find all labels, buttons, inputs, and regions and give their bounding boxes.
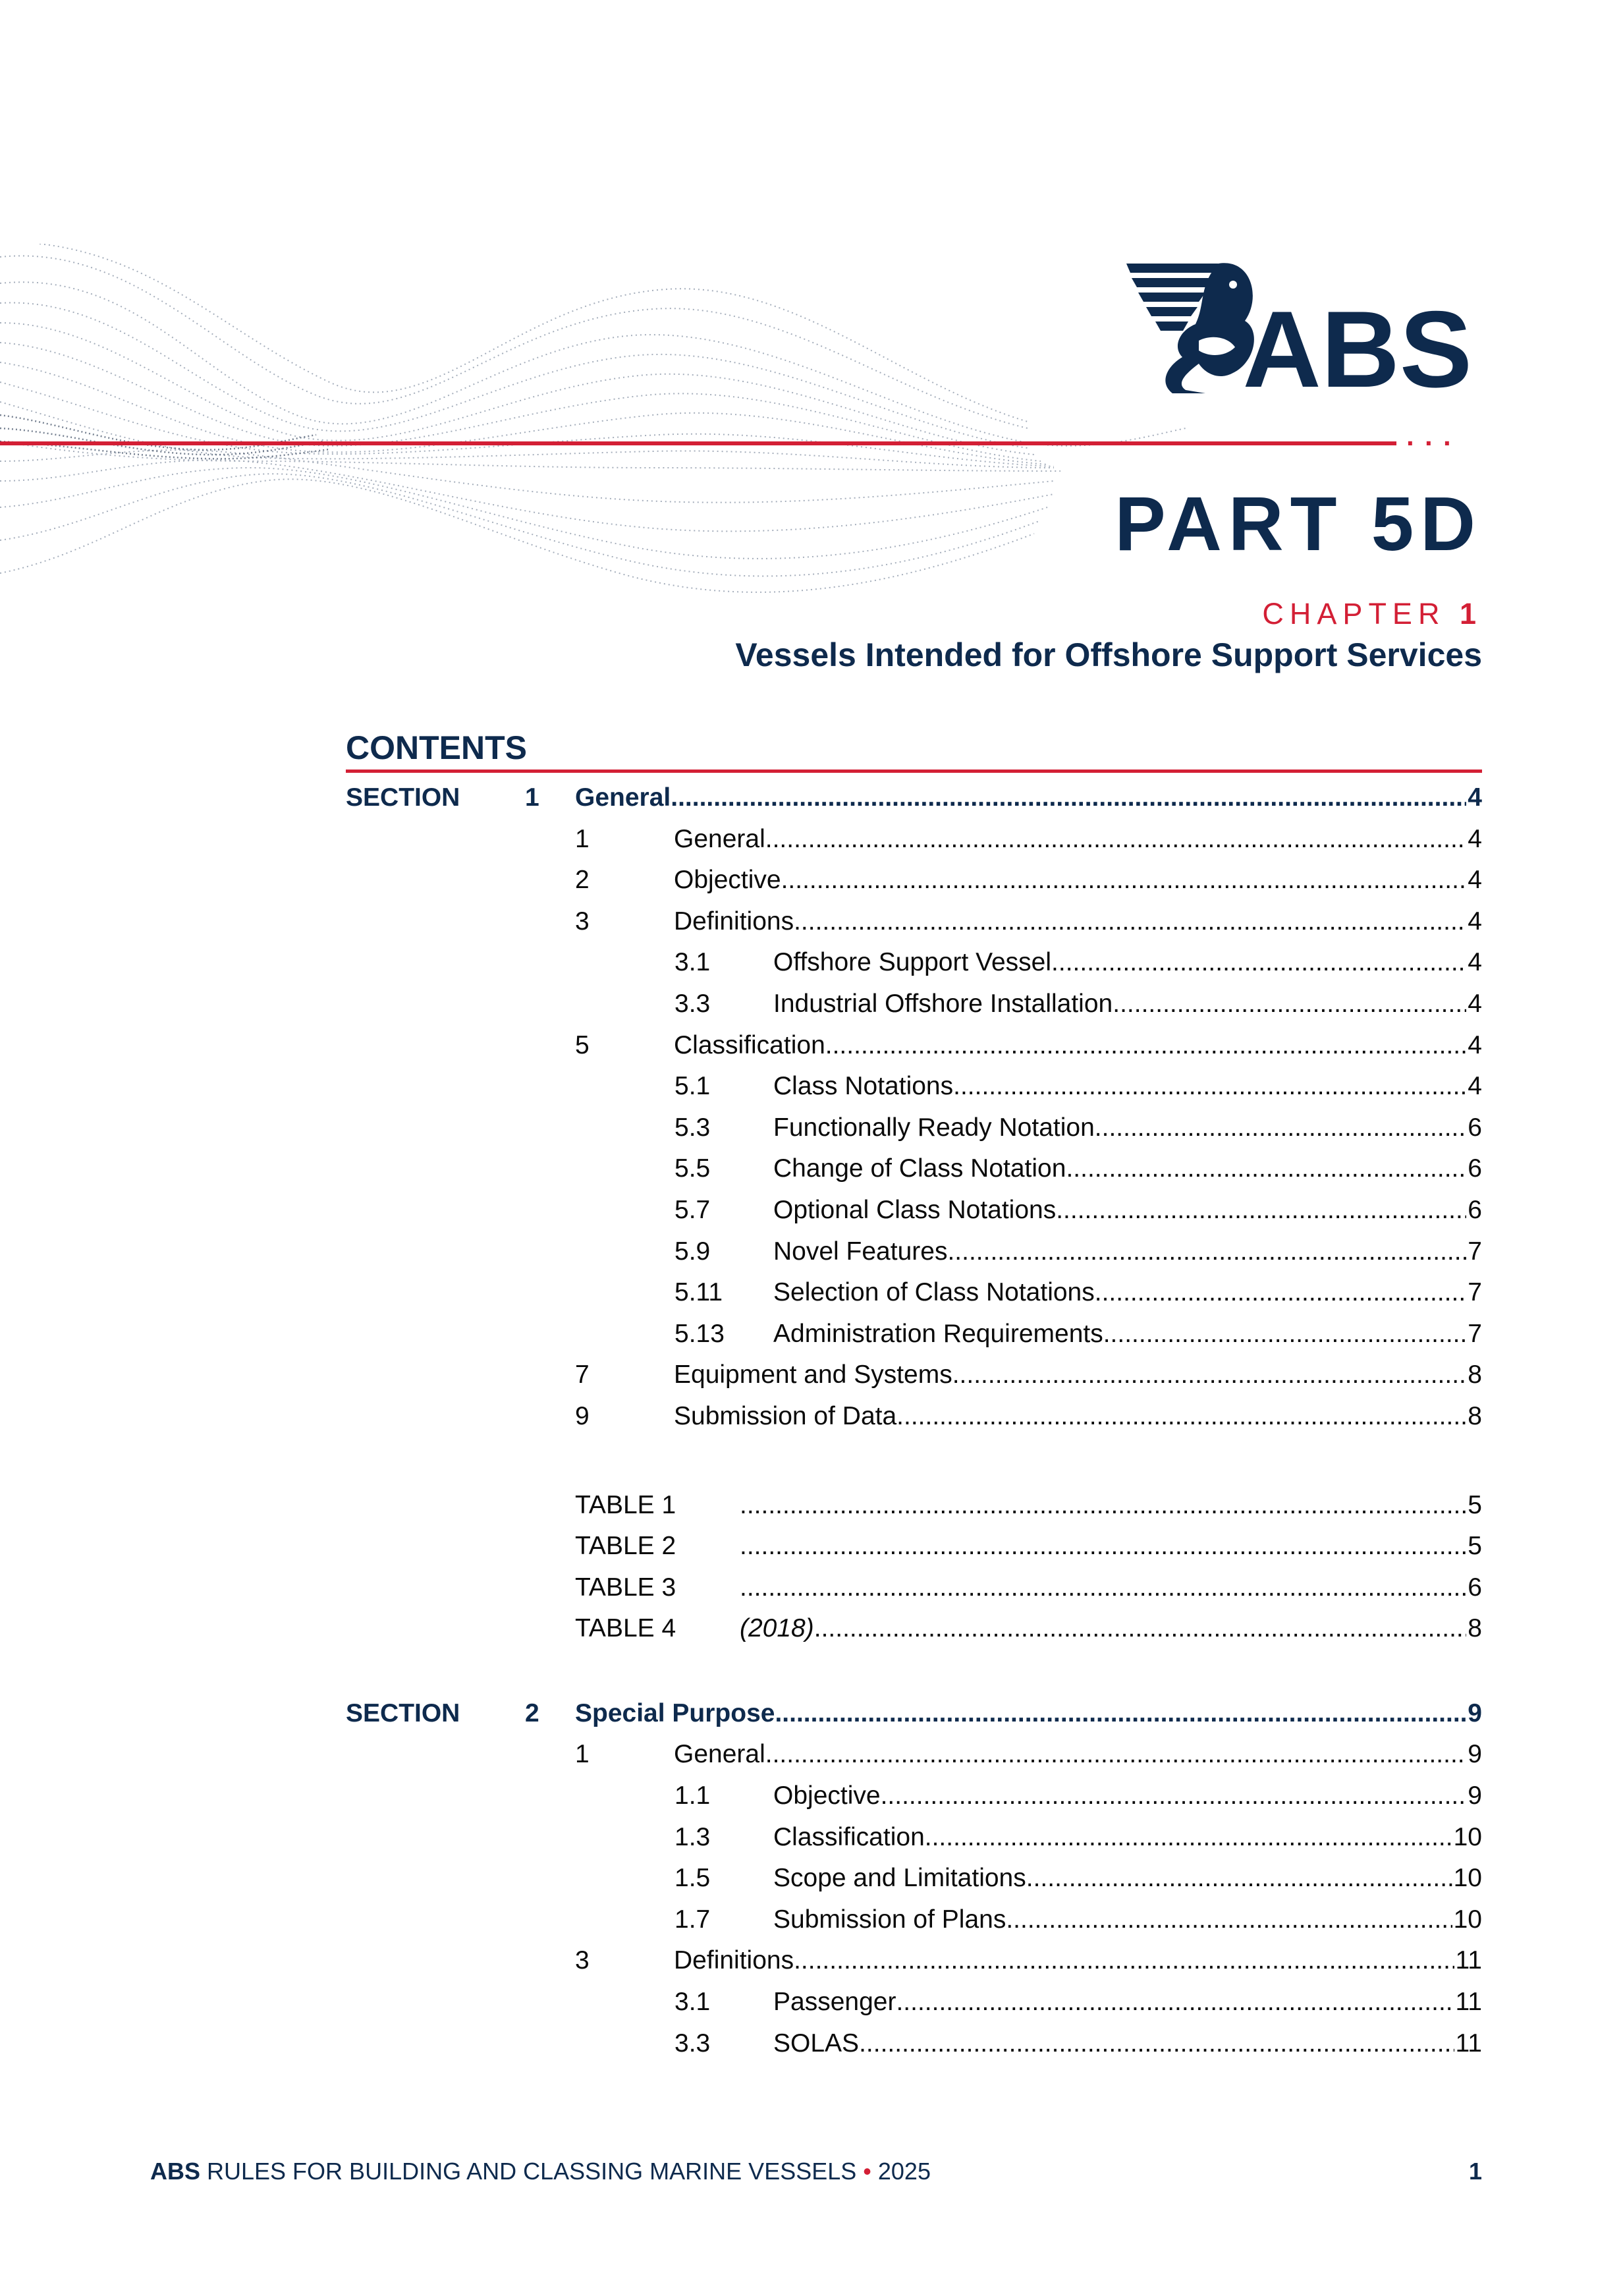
toc-item-page: 10 bbox=[1453, 1864, 1482, 1893]
toc-item-page: 11 bbox=[1455, 2029, 1482, 2058]
toc-item-title: Equipment and Systems bbox=[674, 1360, 952, 1389]
toc-item-row[interactable] bbox=[346, 1314, 1482, 1355]
toc-item-title: Administration Requirements bbox=[773, 1319, 1103, 1348]
toc-item-page: 8 bbox=[1468, 1360, 1482, 1389]
toc-item-title: General bbox=[674, 824, 765, 853]
toc-item-number: 5 bbox=[575, 1030, 590, 1059]
toc-item-number: 1.7 bbox=[674, 1905, 711, 1934]
toc-table-entry[interactable] bbox=[575, 1485, 1482, 1526]
toc-item-page: 9 bbox=[1468, 1781, 1482, 1810]
toc-item-row[interactable] bbox=[346, 1776, 1482, 1817]
abs-logo bbox=[1120, 258, 1475, 397]
footer-year: 2025 bbox=[871, 2158, 931, 2185]
toc-table-row[interactable] bbox=[346, 1608, 1482, 1650]
toc-item-row[interactable] bbox=[346, 942, 1482, 984]
footer-page-number: 1 bbox=[1468, 2158, 1482, 2185]
toc-item-row[interactable] bbox=[346, 1899, 1482, 1941]
toc-item-title: Objective bbox=[674, 866, 781, 895]
section-page: 4 bbox=[1468, 783, 1482, 812]
toc-table-label: TABLE 3 bbox=[575, 1573, 676, 1602]
toc-item-title: Classification bbox=[674, 1030, 825, 1059]
toc-item-row[interactable] bbox=[346, 1396, 1482, 1438]
toc-item-number: 3 bbox=[575, 1946, 590, 1975]
toc-item[interactable] bbox=[575, 1734, 1482, 1775]
toc-table-row[interactable] bbox=[346, 1485, 1482, 1526]
toc-item-row[interactable] bbox=[346, 860, 1482, 901]
toc-item-row[interactable] bbox=[346, 1355, 1482, 1396]
toc-item-row[interactable] bbox=[346, 1231, 1482, 1273]
toc-table-page: 5 bbox=[1468, 1532, 1482, 1561]
toc-item-title: Submission of Plans bbox=[773, 1905, 1006, 1934]
toc-item-row[interactable] bbox=[346, 1272, 1482, 1314]
toc-subitem[interactable] bbox=[674, 1982, 1482, 2023]
toc-item-number: 5.9 bbox=[674, 1237, 711, 1266]
section-title: General bbox=[575, 783, 671, 812]
toc-subitem[interactable] bbox=[674, 1190, 1482, 1231]
toc-item-number: 1.1 bbox=[674, 1781, 711, 1810]
toc-item-number: 5.7 bbox=[674, 1195, 711, 1224]
toc-table-entry[interactable] bbox=[575, 1567, 1482, 1608]
toc-subitem[interactable] bbox=[674, 1314, 1482, 1355]
toc-item-page: 4 bbox=[1468, 948, 1482, 977]
toc-item-row[interactable] bbox=[346, 901, 1482, 943]
toc-subitem[interactable] bbox=[674, 984, 1482, 1024]
toc-item-page: 4 bbox=[1468, 1072, 1482, 1101]
toc-item-row[interactable] bbox=[346, 1982, 1482, 2023]
toc-item-page: 4 bbox=[1468, 989, 1482, 1018]
section-number: 1 bbox=[525, 783, 539, 812]
toc-item-page: 7 bbox=[1468, 1278, 1482, 1307]
toc-item-title: Passenger bbox=[773, 1988, 896, 2017]
section-entry[interactable] bbox=[575, 777, 1482, 818]
section-page: 9 bbox=[1468, 1698, 1482, 1727]
toc-item-row[interactable] bbox=[346, 1940, 1482, 1982]
toc-item-title: Offshore Support Vessel bbox=[773, 948, 1052, 977]
toc-subitem[interactable] bbox=[674, 1272, 1482, 1313]
toc-table-label: TABLE 1 bbox=[575, 1490, 676, 1519]
document-title: Vessels Intended for Offshore Support Services bbox=[735, 636, 1482, 673]
toc-item[interactable] bbox=[575, 1025, 1482, 1066]
toc-item-number: 3.3 bbox=[674, 2029, 711, 2058]
toc-item-page: 11 bbox=[1455, 1946, 1482, 1975]
page-footer bbox=[150, 2156, 1482, 2187]
toc-table-row[interactable] bbox=[346, 1567, 1482, 1609]
toc-section-row[interactable] bbox=[346, 777, 1482, 819]
footer-bullet: • bbox=[863, 2158, 871, 2185]
toc-item-row[interactable] bbox=[346, 1858, 1482, 1899]
toc-item-number: 7 bbox=[575, 1360, 590, 1389]
toc-item-number: 3.1 bbox=[674, 1988, 711, 2017]
footer-brand: ABS bbox=[150, 2158, 201, 2185]
toc-item-title: Definitions bbox=[674, 907, 794, 936]
toc-item-page: 10 bbox=[1453, 1905, 1482, 1934]
toc-item[interactable] bbox=[575, 901, 1482, 942]
toc-item-number: 1.5 bbox=[674, 1864, 711, 1893]
toc-item-row[interactable] bbox=[346, 1817, 1482, 1859]
toc-table-title: (2018) bbox=[740, 1614, 814, 1643]
toc-table-entry[interactable] bbox=[575, 1608, 1482, 1649]
toc-item-page: 4 bbox=[1468, 907, 1482, 936]
toc-item-row[interactable] bbox=[346, 819, 1482, 860]
toc-item-row[interactable] bbox=[346, 1190, 1482, 1231]
toc-item-number: 3.3 bbox=[674, 989, 711, 1018]
toc-item-page: 7 bbox=[1468, 1319, 1482, 1348]
toc-item-title: Industrial Offshore Installation bbox=[773, 989, 1113, 1018]
contents-heading: CONTENTS bbox=[346, 729, 527, 766]
toc-table-row[interactable] bbox=[346, 1526, 1482, 1567]
toc-item-row[interactable] bbox=[346, 1148, 1482, 1190]
toc-item-page: 7 bbox=[1468, 1237, 1482, 1266]
toc-item-number: 5.1 bbox=[674, 1072, 711, 1101]
toc-subitem[interactable] bbox=[674, 1107, 1482, 1148]
part-heading: PART 5D bbox=[1114, 481, 1482, 567]
toc-item-number: 5.5 bbox=[674, 1154, 711, 1183]
toc-item-title: Novel Features bbox=[773, 1237, 948, 1266]
toc-item-number: 5.13 bbox=[674, 1319, 725, 1348]
toc-table-page: 8 bbox=[1468, 1614, 1482, 1643]
toc-section-row[interactable] bbox=[346, 1693, 1482, 1735]
toc-item-row[interactable] bbox=[346, 2023, 1482, 2065]
toc-item-number: 1 bbox=[575, 824, 590, 853]
toc-item-row[interactable] bbox=[346, 984, 1482, 1025]
toc-item-title: Functionally Ready Notation bbox=[773, 1113, 1095, 1142]
toc-item-number: 3.1 bbox=[674, 948, 711, 977]
footer-text: RULES FOR BUILDING AND CLASSING MARINE VESSELS bbox=[200, 2158, 864, 2185]
toc-subitem[interactable] bbox=[674, 942, 1482, 983]
chapter-heading bbox=[1262, 596, 1482, 632]
toc-subitem[interactable] bbox=[674, 1817, 1482, 1858]
toc-item-title: Class Notations bbox=[773, 1072, 954, 1101]
toc-table-label: TABLE 4 bbox=[575, 1614, 676, 1643]
toc-item-number: 2 bbox=[575, 866, 590, 895]
toc-item-page: 6 bbox=[1468, 1154, 1482, 1183]
toc-item-page: 10 bbox=[1453, 1822, 1482, 1851]
contents-red-rule bbox=[346, 770, 1482, 773]
toc-subitem[interactable] bbox=[674, 1148, 1482, 1189]
toc-item-title: Submission of Data bbox=[674, 1401, 897, 1430]
header-red-dots: ··· bbox=[1406, 428, 1462, 459]
toc-item[interactable] bbox=[575, 860, 1482, 901]
toc-item-number: 1.3 bbox=[674, 1822, 711, 1851]
toc-subitem[interactable] bbox=[674, 1231, 1482, 1272]
toc-item-page: 4 bbox=[1468, 824, 1482, 853]
toc-item-page: 8 bbox=[1468, 1401, 1482, 1430]
toc-item-title: Optional Class Notations bbox=[773, 1195, 1057, 1224]
toc-table-entry[interactable] bbox=[575, 1526, 1482, 1567]
toc-item-number: 9 bbox=[575, 1401, 590, 1430]
chapter-word: CHAPTER bbox=[1262, 597, 1446, 630]
toc-item-row[interactable] bbox=[346, 1066, 1482, 1107]
toc-subitem[interactable] bbox=[674, 1858, 1482, 1899]
toc-item-row[interactable] bbox=[346, 1025, 1482, 1067]
toc-subitem[interactable] bbox=[674, 1776, 1482, 1816]
toc-subitem[interactable] bbox=[674, 1899, 1482, 1940]
section-title: Special Purpose bbox=[575, 1698, 775, 1727]
toc-item-title: Scope and Limitations bbox=[773, 1864, 1026, 1893]
toc-item-title: Change of Class Notation bbox=[773, 1154, 1066, 1183]
toc-item-number: 5.3 bbox=[674, 1113, 711, 1142]
toc-item-page: 6 bbox=[1468, 1195, 1482, 1224]
toc-item-page: 6 bbox=[1468, 1113, 1482, 1142]
toc-item-row[interactable] bbox=[346, 1734, 1482, 1776]
toc-item-number: 5.11 bbox=[674, 1278, 723, 1307]
toc-item-page: 4 bbox=[1468, 866, 1482, 895]
toc-item-row[interactable] bbox=[346, 1107, 1482, 1149]
section-number: 2 bbox=[525, 1698, 539, 1727]
section-entry[interactable] bbox=[575, 1693, 1482, 1734]
decorative-wave-graphic bbox=[0, 244, 1186, 613]
toc-item-number: 1 bbox=[575, 1740, 590, 1769]
section-label: SECTION bbox=[346, 1698, 460, 1727]
chapter-number: 1 bbox=[1459, 597, 1482, 630]
toc-item[interactable] bbox=[575, 1940, 1482, 1981]
toc-item-title: General bbox=[674, 1740, 765, 1769]
toc-item[interactable] bbox=[575, 1396, 1482, 1437]
toc-item-title: Classification bbox=[773, 1822, 925, 1851]
toc-item-number: 3 bbox=[575, 907, 590, 936]
toc-item-title: SOLAS bbox=[773, 2029, 860, 2058]
toc-item-title: Selection of Class Notations bbox=[773, 1278, 1095, 1307]
header-red-rule bbox=[0, 441, 1396, 445]
toc-item[interactable] bbox=[575, 819, 1482, 860]
abs-logo-text: ABS bbox=[1242, 289, 1472, 397]
toc-item[interactable] bbox=[575, 1355, 1482, 1395]
toc-subitem[interactable] bbox=[674, 2023, 1482, 2064]
toc-subitem[interactable] bbox=[674, 1066, 1482, 1107]
toc-table-label: TABLE 2 bbox=[575, 1532, 676, 1561]
toc-item-title: Objective bbox=[773, 1781, 881, 1810]
toc-table-page: 6 bbox=[1468, 1573, 1482, 1602]
toc-table-page: 5 bbox=[1468, 1490, 1482, 1519]
table-of-contents bbox=[346, 777, 1482, 2064]
toc-item-title: Definitions bbox=[674, 1946, 794, 1975]
section-label: SECTION bbox=[346, 783, 460, 812]
toc-item-page: 4 bbox=[1468, 1030, 1482, 1059]
toc-item-page: 9 bbox=[1468, 1740, 1482, 1769]
toc-item-page: 11 bbox=[1455, 1988, 1482, 2017]
